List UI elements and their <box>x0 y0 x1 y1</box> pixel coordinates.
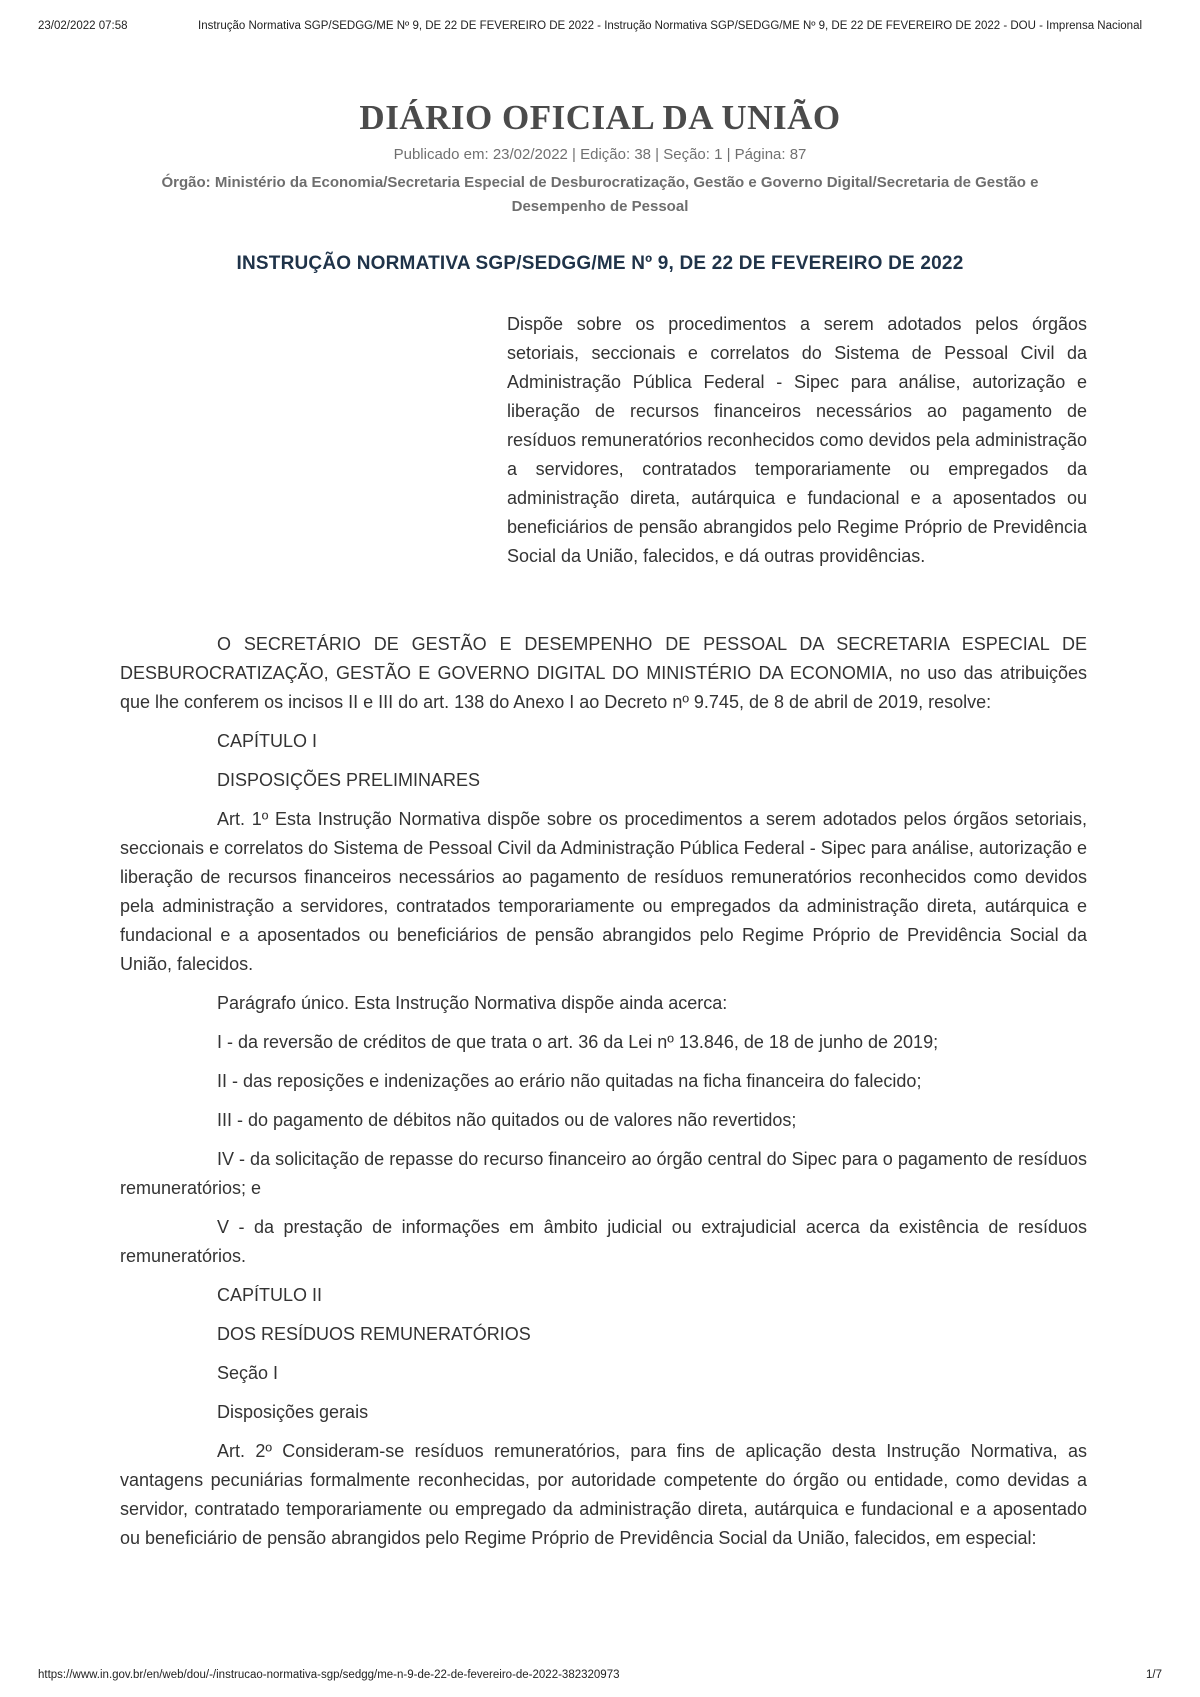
page-url: https://www.in.gov.br/en/web/dou/-/instrucao-normativa-sgp/sedgg/me-n-9-de-22-de-fevereiro-de-2022-382320973 <box>38 1669 620 1681</box>
inciso-3: III - do pagamento de débitos não quitados ou de valores não revertidos; <box>217 1110 797 1130</box>
print-header <box>38 20 1162 36</box>
masthead-title: DIÁRIO OFICIAL DA UNIÃO <box>359 98 841 137</box>
preamble: O SECRETÁRIO DE GESTÃO E DESEMPENHO DE PESSOAL DA SECRETARIA ESPECIAL DE DESBUROCRATIZAÇÃO, GESTÃO E GOVERNO DIGITAL DO MINISTÉRIO DA ECONOMIA, no uso das atribuições que lhe conferem os incisos II e III do art. 138 do Anexo I ao Decreto nº 9.745, de 8 de abril de 2019, resolve: <box>120 634 1087 712</box>
section-title: Disposições gerais <box>217 1402 369 1422</box>
ementa: Dispõe sobre os procedimentos a serem adotados pelos órgãos setoriais, seccionais e correlatos do Sistema de Pessoal Civil da Administração Pública Federal - Sipec para análise, autorização e liberação de recursos financeiros necessários ao pagamento de resíduos remuneratórios reconhecidos como devidos pela administração a servidores, contratados temporariamente ou empregados da administração direta, autárquica e fundacional e a aposentados ou beneficiários de pensão abrangidos pelo Regime Próprio de Previdência Social da União, falecidos, e dá outras providências. <box>507 314 1087 566</box>
section-heading: Seção I <box>217 1363 279 1383</box>
article-2: Art. 2º Consideram-se resíduos remuneratórios, para fins de aplicação desta Instrução Normativa, as vantagens pecuniárias formalmente reconhecidas, por autoridade competente do órgão ou entidade, como devidas a servidor, contratado temporariamente ou empregado da administração direta, autárquica e fundacional e a aposentado ou beneficiário de pensão abrangidos pelo Regime Próprio de Previdência Social da União, falecidos, em especial: <box>120 1441 1087 1548</box>
print-date: 23/02/2022 07:58 <box>38 20 128 32</box>
chapter-heading: CAPÍTULO II <box>217 1285 323 1305</box>
inciso-4: IV - da solicitação de repasse do recurso financeiro ao órgão central do Sipec para o pagamento de resíduos remuneratórios; e <box>120 1149 1087 1198</box>
print-footer <box>38 1669 1162 1685</box>
print-page-title: Instrução Normativa SGP/SEDGG/ME Nº 9, DE 22 DE FEVEREIRO DE 2022 - Instrução Normativa SGP/SEDGG/ME Nº 9, DE 22 DE FEVEREIRO DE 2022 - DOU - Imprensa Nacional <box>198 20 1143 32</box>
paragrafo-unico: Parágrafo único. Esta Instrução Normativa dispõe ainda acerca: <box>217 993 728 1013</box>
page-number: 1/7 <box>1146 1669 1162 1681</box>
chapter-title: DISPOSIÇÕES PRELIMINARES <box>217 770 481 790</box>
inciso-2: II - das reposições e indenizações ao erário não quitadas na ficha financeira do falecido; <box>217 1071 922 1091</box>
article-1: Art. 1º Esta Instrução Normativa dispõe sobre os procedimentos a serem adotados pelos órgãos setoriais, seccionais e correlatos do Sistema de Pessoal Civil da Administração Pública Federal - Sipec para análise, autorização e liberação de recursos financeiros necessários ao pagamento de resíduos remuneratórios reconhecidos como devidos pela administração a servidores, contratados temporariamente ou empregados da administração direta, autárquica e fundacional e a aposentados ou beneficiários de pensão abrangidos pelo Regime Próprio de Previdência Social da União, falecidos. <box>120 809 1087 974</box>
chapter-heading: CAPÍTULO I <box>217 731 318 751</box>
act-title: INSTRUÇÃO NORMATIVA SGP/SEDGG/ME Nº 9, DE 22 DE FEVEREIRO DE 2022 <box>236 253 964 274</box>
document-body <box>120 630 1087 1563</box>
chapter-title: DOS RESÍDUOS REMUNERATÓRIOS <box>217 1324 531 1344</box>
publication-info: Publicado em: 23/02/2022 | Edição: 38 | Seção: 1 | Página: 87 <box>393 146 807 163</box>
inciso-5: V - da prestação de informações em âmbito judicial ou extrajudicial acerca da existência de resíduos remuneratórios. <box>120 1217 1087 1266</box>
inciso-1: I - da reversão de créditos de que trata o art. 36 da Lei nº 13.846, de 18 de junho de 2019; <box>217 1032 939 1052</box>
orgao-line: Órgão: Ministério da Economia/Secretaria Especial de Desburocratização, Gestão e Governo Digital/Secretaria de Gestão e Desempenho de Pessoal <box>161 174 1039 215</box>
